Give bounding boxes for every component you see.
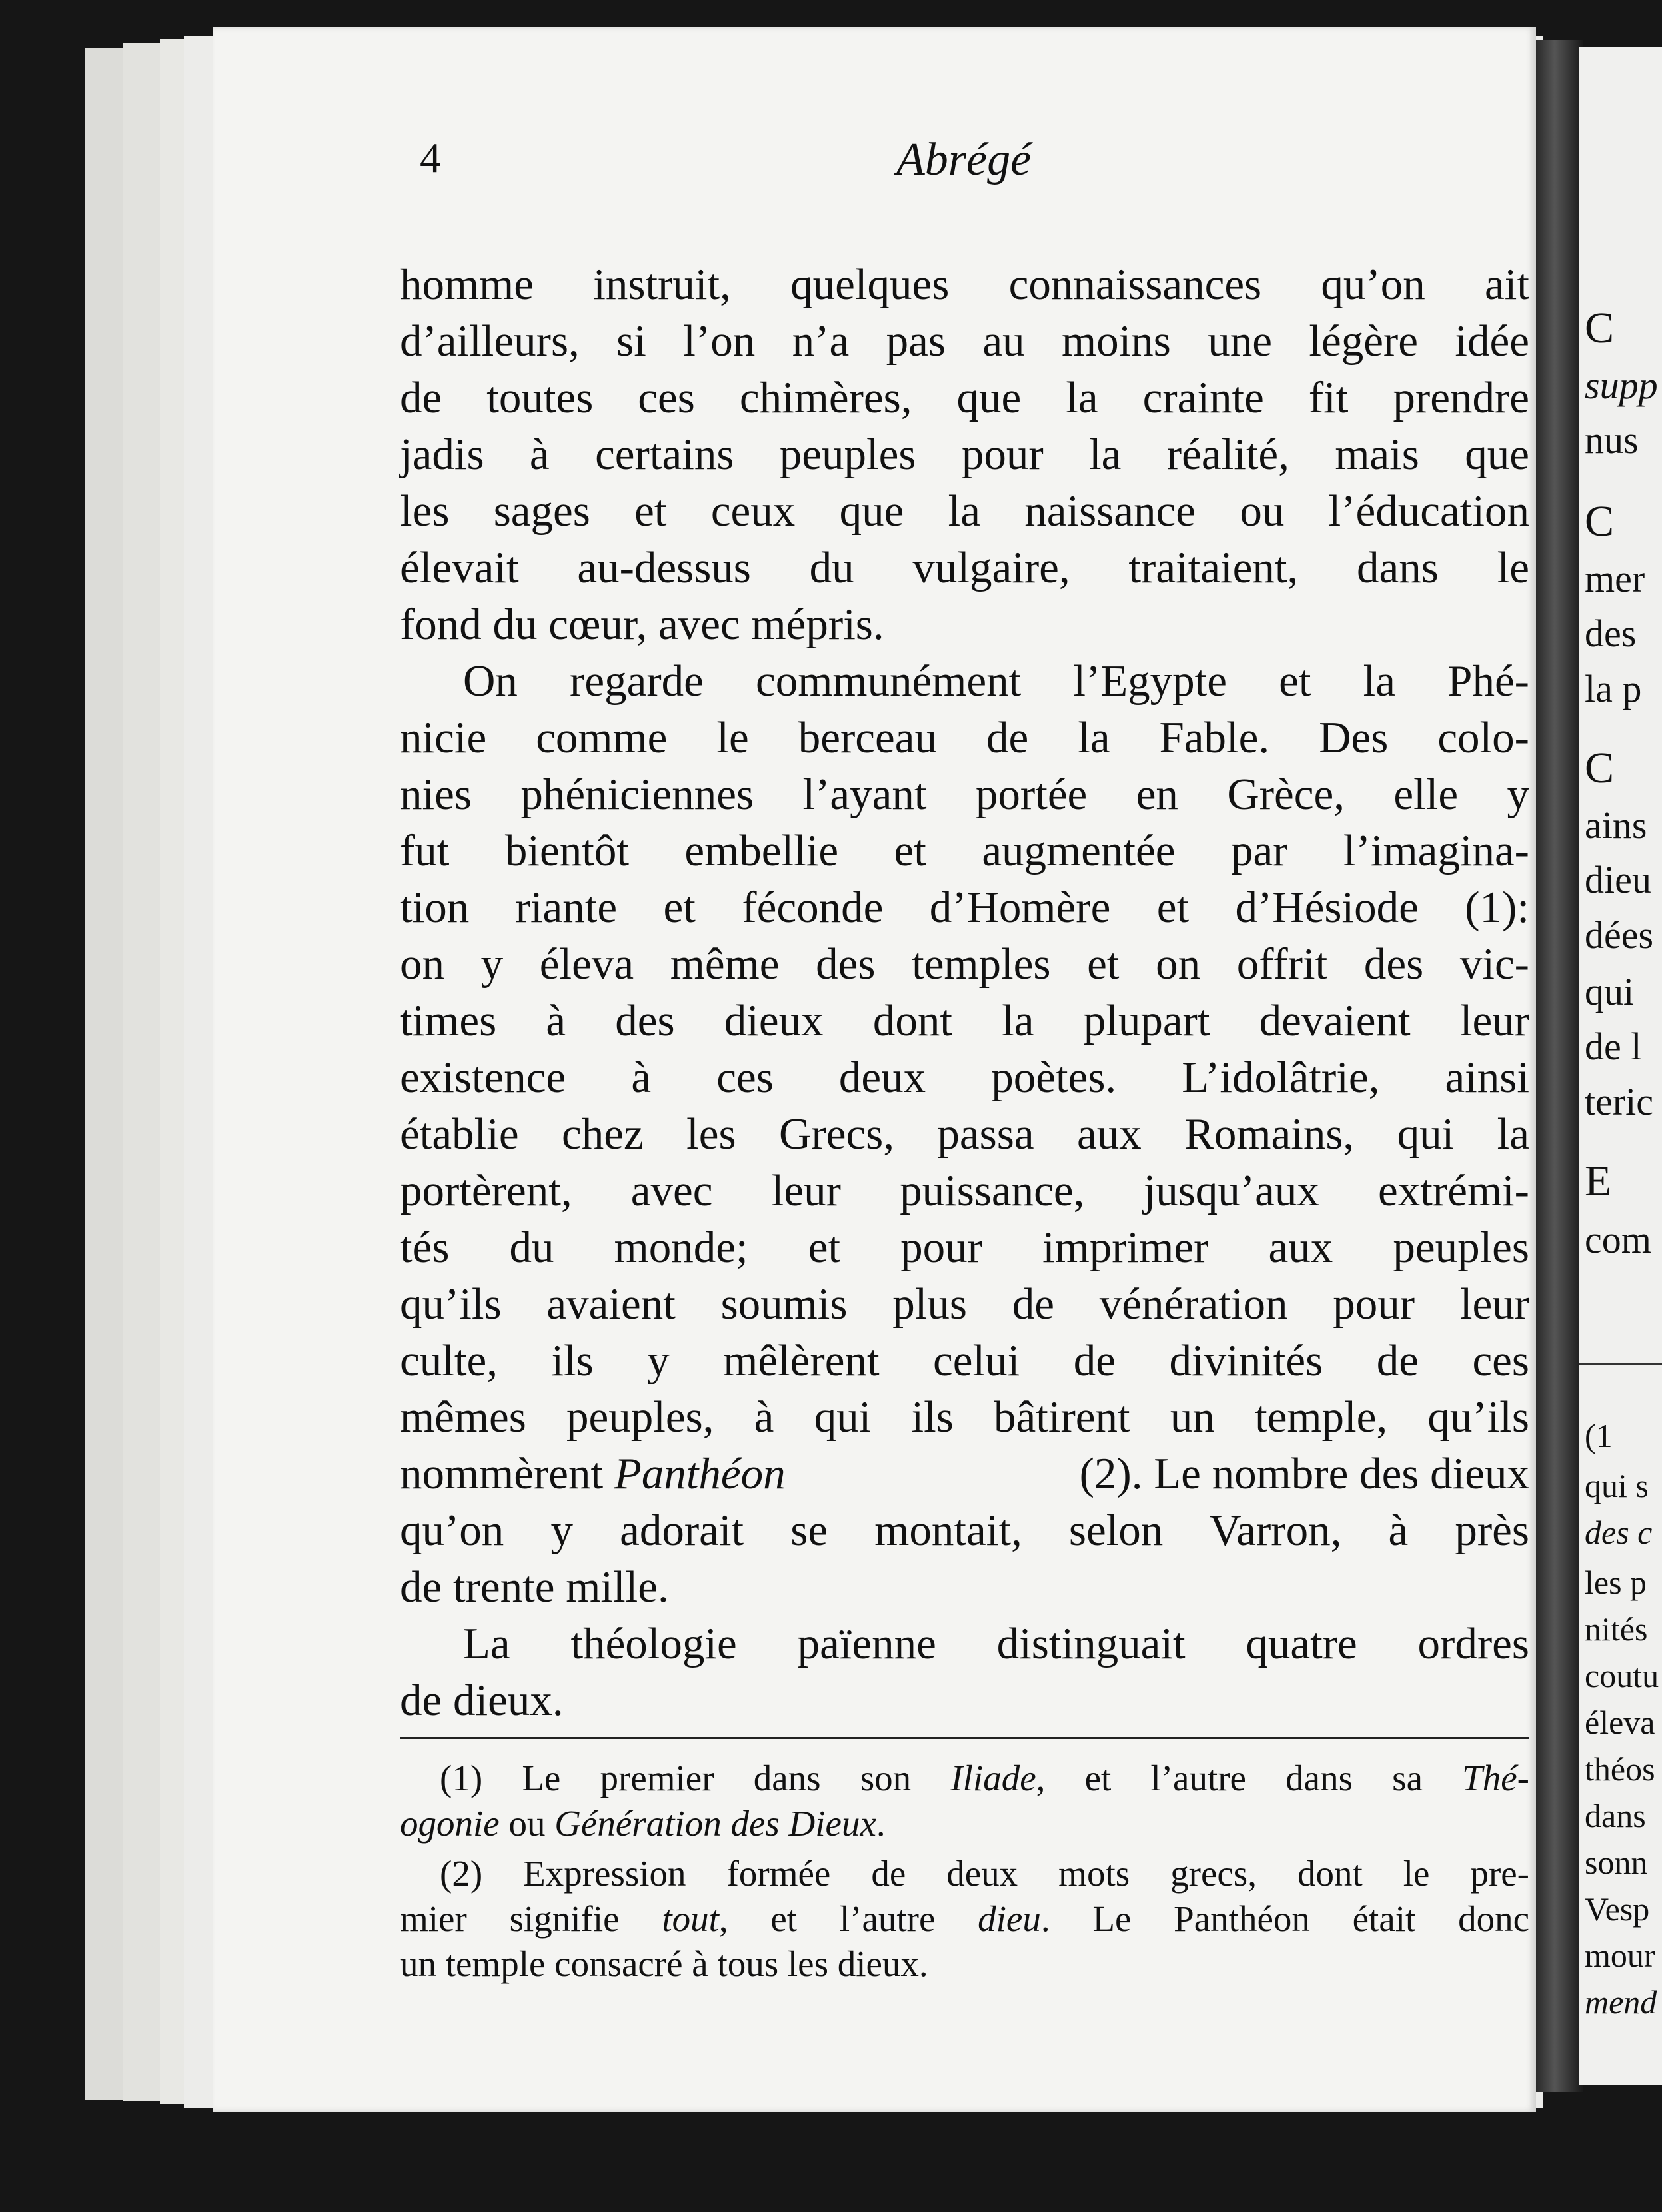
text-line: fut bientôt embellie et augmentée par l’imagina- [400,826,1529,875]
facing-text: la p [1585,667,1642,710]
text-line: tés du monde; et pour imprimer aux peuples [400,1223,1529,1272]
facing-text: théos [1585,1750,1655,1788]
footnote-2-cont: mier signifie tout, et l’autre dieu. Le Panthéon était donc [400,1898,1529,1939]
facing-text: éleva [1585,1704,1655,1741]
facing-text: dieu [1585,858,1651,901]
text-span: nommèrent [400,1449,614,1498]
text-line: homme instruit, quelques connaissances qu’on ait [400,260,1529,309]
text-line: de dieux. [400,1676,564,1725]
facing-text: des [1585,612,1637,655]
footnote-2: (2) Expression formée de deux mots grecs, dont le pre- [440,1853,1529,1894]
facing-text: teric [1585,1080,1654,1123]
facing-text: dans [1585,1797,1646,1834]
text-line: mêmes peuples, à qui ils bâtirent un temple, qu’ils [400,1392,1529,1442]
text-line: fond du cœur, avec mépris. [400,600,884,649]
facing-text: com [1585,1218,1651,1261]
facing-text: qui s [1585,1467,1649,1504]
facing-page [1579,47,1662,2085]
facing-text: Vesp [1585,1890,1650,1928]
text-line: de toutes ces chimères, que la crainte fit prendre [400,373,1529,422]
facing-text: mour [1585,1937,1655,1974]
facing-text: nus [1585,418,1639,462]
italic-term: Panthéon [614,1449,786,1498]
text-line: de trente mille. [400,1562,669,1612]
text-line: nicie comme le berceau de la Fable. Des colo- [400,713,1529,762]
book-gutter [1536,40,1583,2092]
running-title: Abrégé [896,134,1032,185]
text-line: établie chez les Grecs, passa aux Romains, qui la [400,1109,1529,1159]
facing-text: des c [1585,1514,1653,1551]
facing-text: nités [1585,1610,1648,1648]
facing-text: coutu [1585,1657,1659,1694]
text-line: On regarde communément l’Egypte et la Phé- [463,656,1529,706]
footnote-2-end: un temple consacré à tous les dieux. [400,1943,928,1984]
text-line: La théologie païenne distinguait quatre ordres [463,1619,1529,1668]
facing-text: mer [1585,557,1645,600]
facing-text: C [1585,744,1615,792]
footnote-1: (1) Le premier dans son Iliade, et l’autre dans sa Thé- [440,1758,1529,1798]
facing-text: qui [1585,970,1635,1013]
facing-text: dées [1585,913,1654,957]
facing-text: C [1585,304,1615,352]
facing-text: sonn [1585,1844,1648,1881]
text-line: jadis à certains peuples pour la réalité, mais que [400,430,1529,479]
text-line [400,1446,1529,1502]
facing-text: les p [1585,1564,1647,1601]
text-line: nies phéniciennes l’ayant portée en Grèce, elle y [400,770,1529,819]
text-line: portèrent, avec leur puissance, jusqu’aux extrémi- [400,1166,1529,1215]
text-line: existence à ces deux poètes. L’idolâtrie, ainsi [400,1053,1529,1102]
footnote-rule [400,1737,1529,1739]
footnote-1-cont: ogonie ou Génération des Dieux. [400,1803,886,1844]
text-line: times à des dieux dont la plupart devaient leur [400,996,1529,1045]
text-line: qu’ils avaient soumis plus de vénération pour leur [400,1279,1529,1329]
text-line: culte, ils y mêlèrent celui de divinités de ces [400,1336,1529,1385]
text-line: élevait au-dessus du vulgaire, traitaient, dans le [400,543,1529,592]
text-line: qu’on y adorait se montait, selon Varron, à près [400,1506,1529,1555]
facing-text: C [1585,497,1615,546]
facing-text: ains [1585,804,1647,847]
facing-rule [1579,1363,1662,1365]
facing-text: (1 [1585,1417,1613,1454]
text-line: tion riante et féconde d’Homère et d’Hésiode (1): [400,883,1529,932]
facing-text: mend [1585,1983,1657,2021]
facing-text: E [1585,1157,1612,1205]
text-line: les sages et ceux que la naissance ou l’éducation [400,486,1529,536]
facing-text: de l [1585,1025,1642,1068]
text-line: on y éleva même des temples et on offrit des vic- [400,939,1529,989]
facing-text: supp [1585,364,1658,407]
text-line: d’ailleurs, si l’on n’a pas au moins une légère idée [400,316,1529,366]
text-span: (2). Le nombre des dieux [1079,1449,1529,1498]
page-number: 4 [420,134,442,181]
body-text [400,257,1529,1729]
